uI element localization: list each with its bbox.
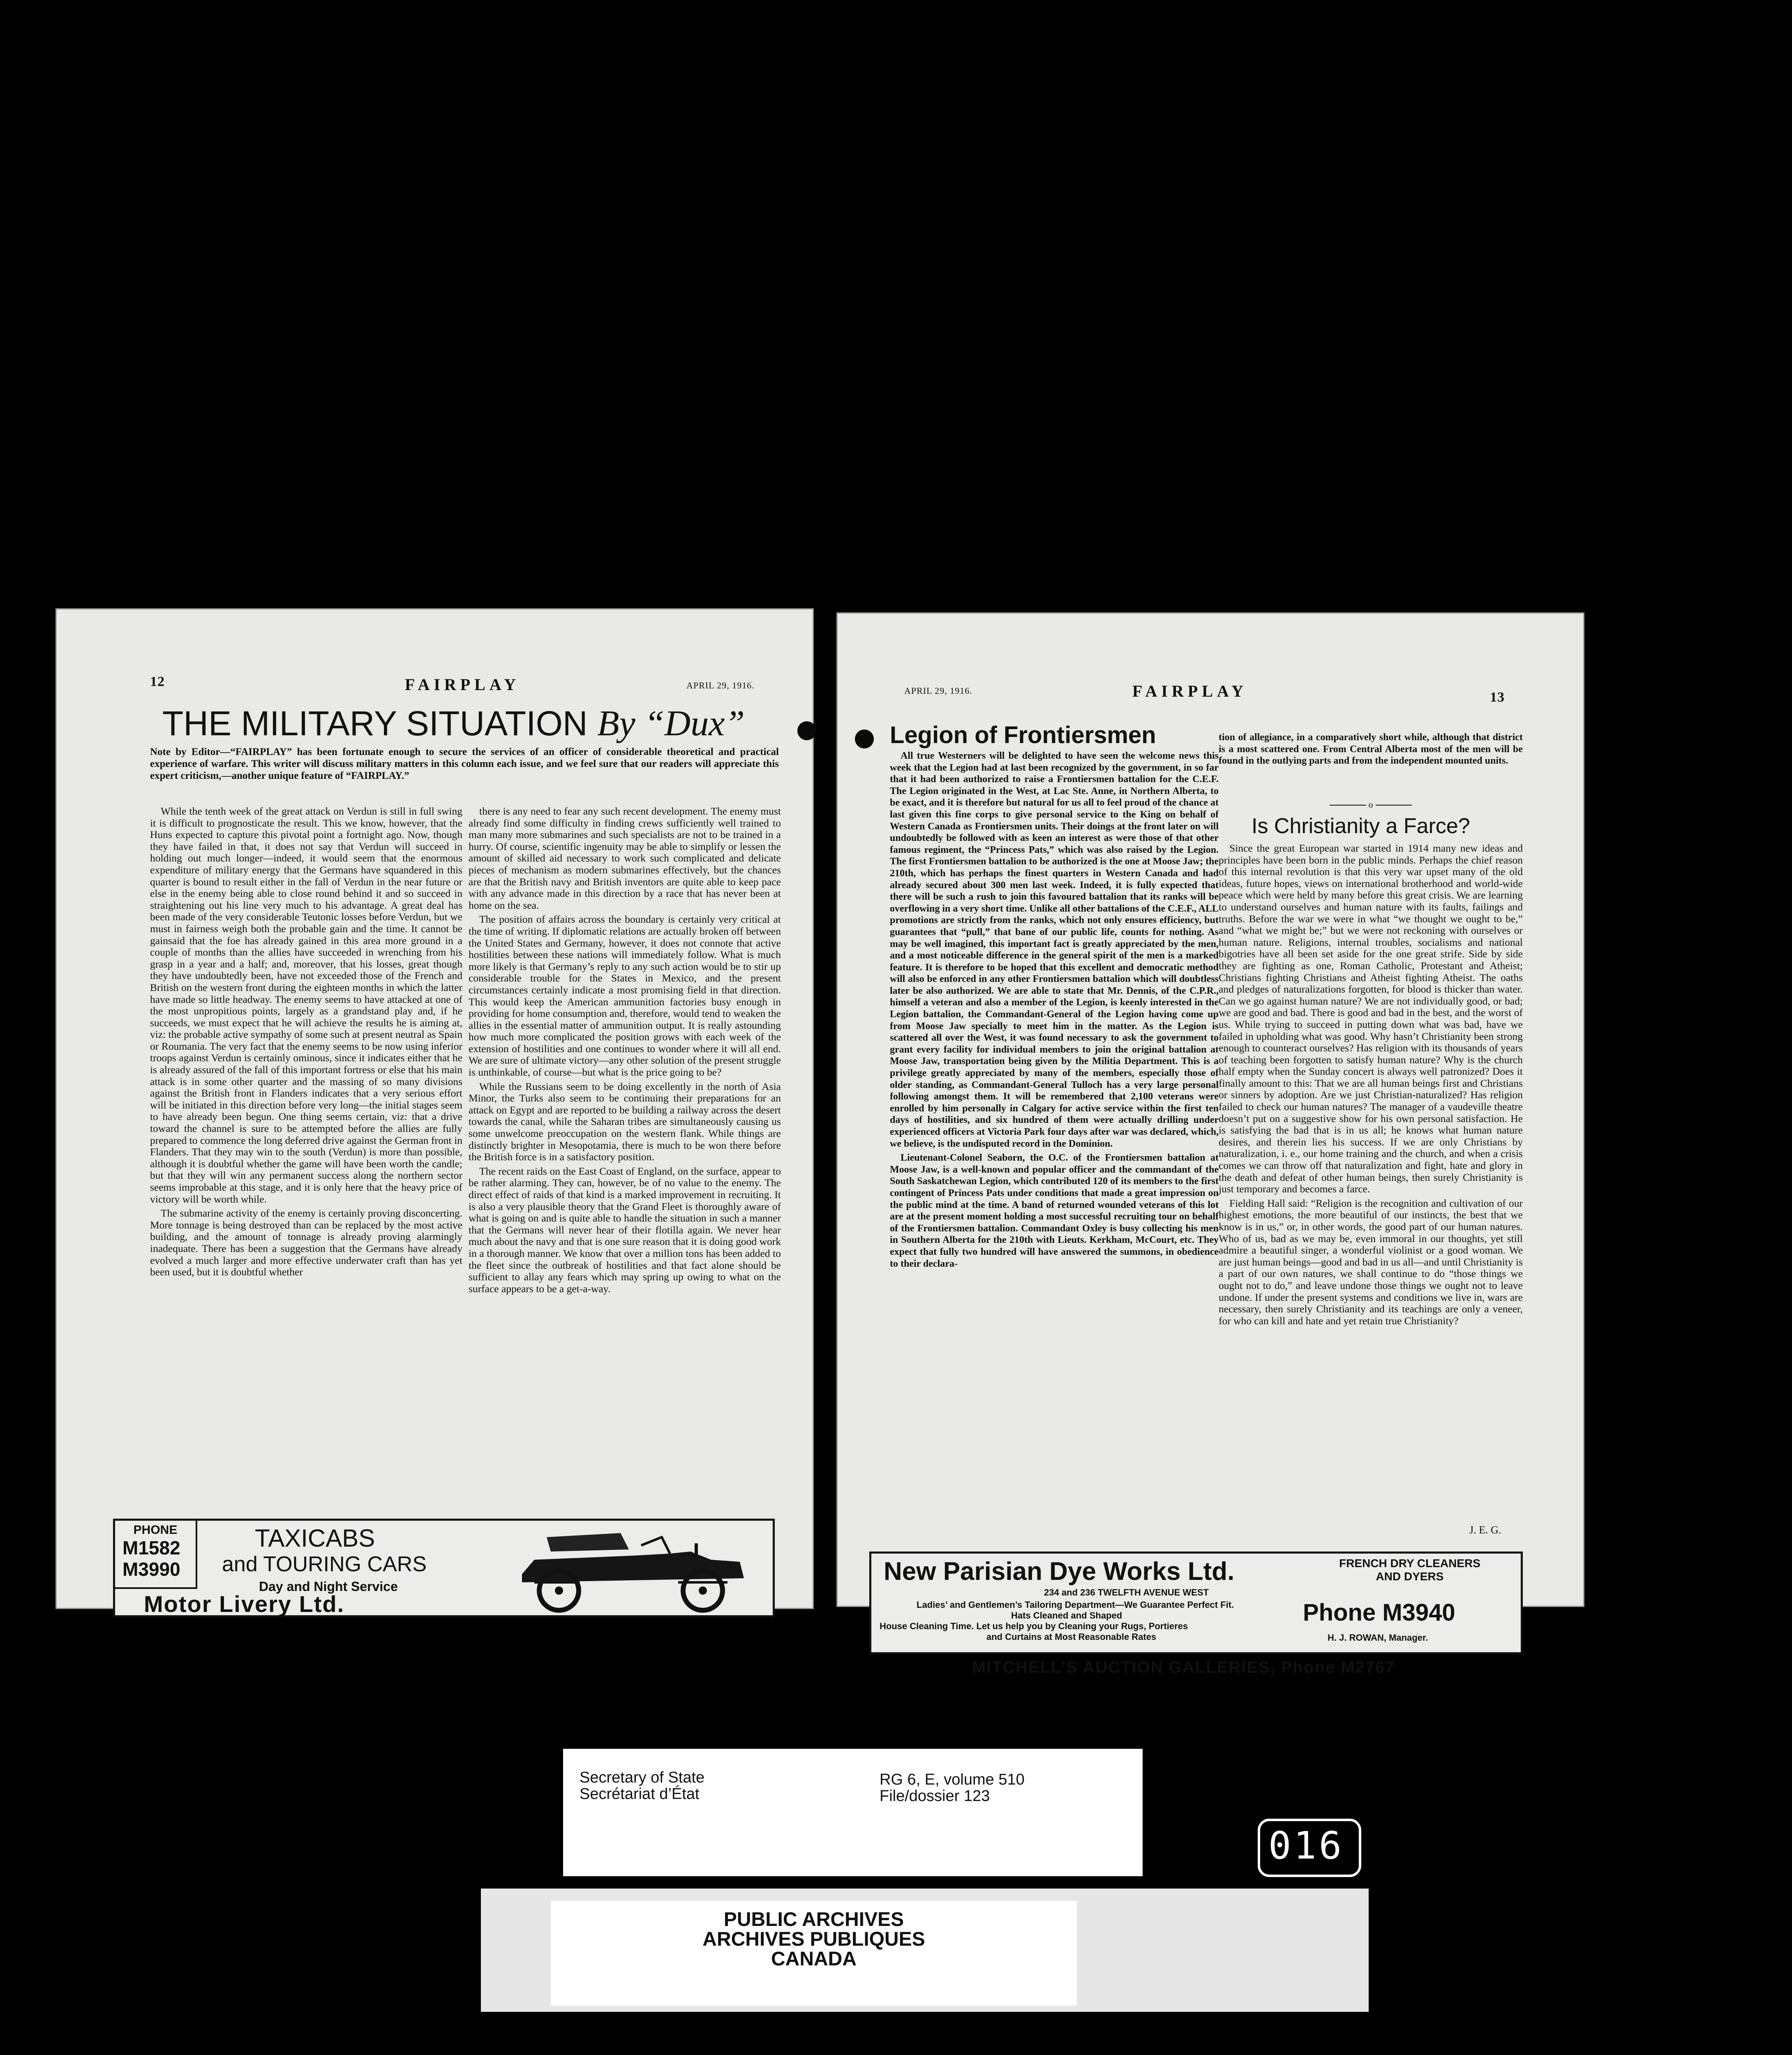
taxicab-advertisement [113,1519,775,1617]
issue-date: APRIL 29, 1916. [686,680,755,690]
stamp-line: ARCHIVES PUBLIQUES [702,1928,925,1950]
paragraph: The position of affairs across the boundary is certainly very critical at the time of writing. If diplomatic relations are actually broken off between the United States and Germany, however, it does not connote that active hostilities between these nations will immediately follow. What is much more likely is that Germany’s reply to any such action would be to stir up considerable trouble for the States in Mexico, and the present circumstances certainly indicate a most promising field in that direction. This would keep the American ammunition factories busy enough in providing for home consumption and, therefore, would tend to weaken the allies in the essential matter of ammunition output. It is really astounding how much more complicated the position grows with each week of the extension of hostilities and one continues to wonder where it will all end. We are sure of ultimate victory—any other solution of the present struggle is unthinkable, of course—but what is the price going to be? [469,913,781,1078]
ad-line: and TOURING CARS [222,1552,427,1576]
article-headline-2: Is Christianity a Farce? [1252,814,1470,838]
manager-name: H. J. ROWAN, Manager. [1328,1632,1428,1643]
page-number: 13 [1490,690,1505,705]
article-column-1 [150,806,462,1512]
phone-number: M3990 [122,1559,180,1580]
editor-note: Note by Editor—“FAIRPLAY” has been fortunate enough to secure the services of an officer of considerable theoretical and practical experience of warfare. This writer will discuss military matters in this column each issue, and we feel sure that our readers will appreciate this expert criticism,—another unique feature of “FAIRPLAY.” [150,746,779,781]
masthead: FAIRPLAY [1132,682,1248,700]
phone-label: PHONE [133,1523,178,1537]
company-name: New Parisian Dye Works Ltd. [884,1557,1235,1586]
phone-box [115,1521,197,1589]
record-group: RG 6, E, volume 510 [880,1771,1025,1788]
company-name: Motor Livery Ltd. [144,1591,345,1617]
paragraph: Since the great European war started in 1914 many new ideas and principles have been born in the public minds. Perhaps the chief reason of this internal revolution is that this very war upset many of the old ideas, future hopes, views on international brotherhood and world-wide peace which were held by many before this great crisis. We are learning to understand ourselves and human nature with its faults, failings and truths. Before the war we were in what “we thought we ought to be,” and “what we might be;” but we were not reckoning with ourselves or human nature. Religions, internal troubles, socialisms and national bigotries have all been set aside for the one great strife. Side by side they are fighting as one, Roman Catholic, Protestant and Atheist; Christians fighting Christians and Atheist fighting Atheist. The oaths and pledges of naturalizations forgotten, for blood is thicker than water. Can we go against human nature? We are not individually good, or bad; we are good and bad. There is good and bad in the best, and the worst of us. While trying to succeed in putting down what was bad, have we failed in upholding what was good. Why hasn’t Christianity been strong enough to counteract ourselves? Has religion with its thousands of years of teaching been forgotten to satisfy human nature? Why is the church half empty when the Sunday concert is always well patronized? Does it finally amount to this: That we are all human beings first and Christians or sinners by adoption. Are we just Christian-naturalized? Has religion failed to check our human natures? The manager of a vaudeville theatre doesn’t put on a suggestive show for his own personal satisfaction. He is satisfying the bad that is in us all; he knows what human nature desires, and therein lies his success. If we are only Christians by naturalization, i. e., our home training and the church, and when a crisis comes we can throw off that naturalization and fight, hate and glory in the death and defeat of other human beings, then surely Christianity is just temporary and becomes a farce. [1219,842,1523,1195]
archive-stamp [551,1901,1077,2006]
paragraph: The recent raids on the East Coast of England, on the surface, appear to be rather alarming. They can, however, be of no value to the enemy. The direct effect of raids of that kind is a marked improvement in recruiting. It is also a very plausible theory that the Grand Fleet is thoroughly aware of what is going on and is quite able to handle the situation in such a manner that the Germans will never hear of their flotilla again. We never hear much about the navy and that is one sure reason that it is doing good work in a thorough manner. We know that over a million tons has been added to the fleet since the outbreak of hostilities and that fact alone should be sufficient to allay any fears which may spring up owing to what on the surface appears to be a get-a-way. [469,1165,781,1295]
author-signature: J. E. G. [1469,1524,1501,1536]
phone-number: M1582 [122,1537,180,1559]
paragraph: While the Russians seem to be doing excellently in the north of Asia Minor, the Turks also seem to be continuing their preparations for an attack on Egypt and are reported to be building a railway across the desert towards the canal, while the Saharan tribes are simultaneously causing us some unwelcome preoccupation on the western flank. While things are distinctly brighter in Mesopotamia, there is much to be won there before the British force is in a satisfactory position. [469,1080,781,1163]
paragraph: While the tenth week of the great attack on Verdun is still in full swing it is difficult to prognosticate the result. This we know, however, that the Huns expected to capture this pivotal point a fortnight ago. Now, though they have failed in that, it does not say that Verdun will succeed in holding out much longer—indeed, it would seem that the enormous expenditure of military energy that the Germans have squandered in this quarter is bound to result either in the fall of Verdun in the near future or else in the enemy being able to close round behind it and so succeed in straightening out his line very much to his advantage. A great deal has been made of the very considerable Teutonic losses before Verdun, but we must in fairness weigh both the probable gain and the time. It cannot be gainsaid that the foe has already gained in this area more ground in a couple of months than the allies have succeeded in wrenching from his grasp in a year and a half; and, moreover, that his losses, great though they have undoubtedly been, have not exceeded those of the French and British on the western front during the eighteen months in which the latter have made so little headway. The enemy seems to have attacked at one of the most unpropitious points, largely as a grandstand play and, if he succeeds, we must expect that he will achieve the results he is aiming at, viz: the probable active sympathy of some such at present neutral as Spain or Roumania. The very fact that the enemy seems to be now using inferior troops against Verdun is certainly ominous, since it indicates either that he is already assured of the fall of this important fortress or else that his main attack is in some other quarter and the massing of so many divisions against the British front in Flanders indicates that a very serious effort will be initiated in this direction before very long—the initial stages seem to have already been begun. One thing seems certain, viz: that a drive toward the channel is sure to be attempted before the allies are fully prepared to commence the long deferred drive against the German front in Flanders. That they may win to the south (Verdun) is more than possible, although it is doubtful whether the game will have been worth the candle; but that they will win any permanent success along the northern sector seems improbable at this stage, and it is only here that the heavy price of victory will be worth while. [150,805,462,1205]
section-divider: o [1330,799,1412,810]
article-continuation: tion of allegiance, in a comparatively short while, although that district is a most scattered one. From Central Alberta most of the men will be found in the outlying parts and from the independent mounted units. [1219,732,1523,767]
right-page [836,612,1584,1676]
article-byline: By “Dux” [597,704,745,743]
ad-line: TAXICABS [255,1524,375,1552]
article-headline: Legion of Frontiersmen [890,722,1156,748]
page-number: 12 [150,674,165,689]
article-column-2 [1219,843,1523,1525]
article-headline: THE MILITARY SITUATION By “Dux” [162,704,745,743]
stamp-line: CANADA [771,1948,857,1970]
ad-line: Hats Cleaned and Shaped [1011,1610,1122,1621]
paragraph: Fielding Hall said: “Religion is the recognition and cultivation of our highest emotions, the more beautiful of our instincts, the best that we know is in us,” or, in other words, the good part of our human natures. Who of us, bad as we may be, even immoral in our thoughts, yet still admire a beautiful singer, a wonderful violinist or a good woman. We are just human beings—good and bad in us all—and until Christianity is a part of our own natures, we shall continue to do “those things we ought not to do,” and leave undone those things we ought not to leave undone. If under the present systems and conditions we live in, wars are necessary, then surely Christianity and its teachings are only a veneer, for who can kill and hate and yet retain true Christianity? [1219,1197,1523,1327]
ad-tagline: FRENCH DRY CLEANERS AND DYERS [1339,1557,1480,1583]
ad-line: Ladies’ and Gentlemen’s Tailoring Department—We Guarantee Perfect Fit. [917,1600,1234,1610]
frame-counter: 016 [1258,1819,1361,1877]
masthead: FAIRPLAY [405,675,520,694]
ad-line: House Cleaning Time. Let us help you by Cleaning your Rugs, Portieres [880,1621,1188,1631]
article-column-2 [469,806,781,1512]
archive-reference-card [563,1749,1143,1876]
address: 234 and 236 TWELFTH AVENUE WEST [1044,1587,1209,1598]
paragraph: Lieutenant-Colonel Seaborn, the O.C. of the Frontiersmen battalion at Moose Jaw, is a well-known and popular officer and the commandant of the South Saskatchewan Legion, which contributed 120 of its members to the first contingent of Princess Pats under conditions that made a great impression on the public mind at the time. A band of returned wounded veterans of this lot are at the present moment holding a most successful recruiting tour on behalf of the Frontiersmen battalion. Commandant Oxley is busy collecting his men in Southern Alberta for the 210th with Lieuts. Kerkham, McCourt, etc. They expect that fully two hundred will have answered the summons, in obedience to their declara- [890,1152,1219,1269]
stamp-line: PUBLIC ARCHIVES [723,1909,904,1930]
paragraph: All true Westerners will be delighted to have seen the welcome news this week that the Legion had at last been recognized by the government, in so far that it had been authorized to raise a Frontiersmen battalion for the C.E.F. The Legion originated in the West, at Lac Ste. Anne, in Northern Alberta, to be exact, and it is therefore but natural for us all to feel proud of the chance at last given this fine corps to give personal service to the King on behalf of Western Canada as Frontiersmen units. Their doings at the front later on will undoubtedly be followed with as keen an interest as were those of that other famous regiment, the “Princess Pats,” which was also raised by the Legion. The first Frontiersmen battalion to be authorized is the one at Moose Jaw; the 210th, which has perhaps the finest quarters in Western Canada and had already secured about 300 men last week. Indeed, it is fully expected that there will be such a rush to join this favoured battalion that its ranks will be overflowing in a very short time. Unlike all other battalions of the C.E.F., ALL promotions are strictly from the ranks, which not only ensures efficiency, but guarantees that “pull,” that bane of our public life, counts for nothing. As may be well imagined, this important fact is greatly appreciated by the men, and a most noticeable difference in the general spirit of the men is a marked feature. It is therefore to be hoped that this excellent and democratic method will also be enforced in any other Frontiersmen battalion which will doubtless later be also authorized. We are able to state that Mr. Dennis, of the C.P.R., himself a veteran and also a member of the Legion, is keenly interested in the Legion battalion, the Commandant-General of the Legion having come up from Moose Jaw specially to meet him in the matter. As the Legion is scattered all over the West, it was found necessary to ask the government to grant every facility for individual members to join the original battalion at Moose Jaw, transportation being given by the Militia Department. This is a privilege greatly appreciated by many of the members, especially those of older standing, as Commandant-General Tulloch has a very large personal following amongst them. It will be remembered that 2,100 veterans were enrolled by him personally in Calgary for active service within the first ten days of hostilities, and six hundred of them were actually drilling under experienced officers at Victoria Park four days after war was declared, which, we believe, is the undisputed record in the Dominion. [890,750,1219,1149]
left-page [55,608,814,1617]
bullet-dot [855,730,874,748]
paragraph: The submarine activity of the enemy is certainly proving disconcerting. More tonnage is being destroyed than can be replaced by the most active building, and the amount of tonnage is already proving alarmingly inadequate. There has been a suggestion that the Germans have already evolved a much larger and more effective underwater craft than has yet been used, but it is doubtful whether [150,1207,462,1278]
article-column-1 [890,750,1219,1539]
dye-works-advertisement [869,1552,1523,1654]
ad-line: Day and Night Service [259,1579,398,1594]
bullet-dot [797,721,816,740]
paragraph: there is any need to fear any such recent development. The enemy must already find some difficulty in finding crews sufficiently well trained to man many more submarines and such specialists are not to be trained in a hurry. Of course, scientific ingenuity may be able to simplify or lessen the amount of skilled aid necessary to work such complicated and delicate pieces of mechanism as modern submarines effectively, but the chances are that the British navy and British inventors are quite able to keep pace with any advance made in this direction by a race that has never been at home on the sea. [469,805,781,911]
file-number: File/dossier 123 [880,1787,990,1805]
department-french: Secrétariat d’État [580,1785,700,1803]
issue-date: APRIL 29, 1916. [904,686,972,696]
ad-line: and Curtains at Most Reasonable Rates [986,1632,1157,1642]
touring-car-illustration [497,1521,760,1613]
footer-advertisement: MITCHELL’S AUCTION GALLERIES, Phone M2767 [972,1658,1395,1676]
department-english: Secretary of State [580,1769,705,1786]
phone-number: Phone M3940 [1303,1599,1455,1626]
